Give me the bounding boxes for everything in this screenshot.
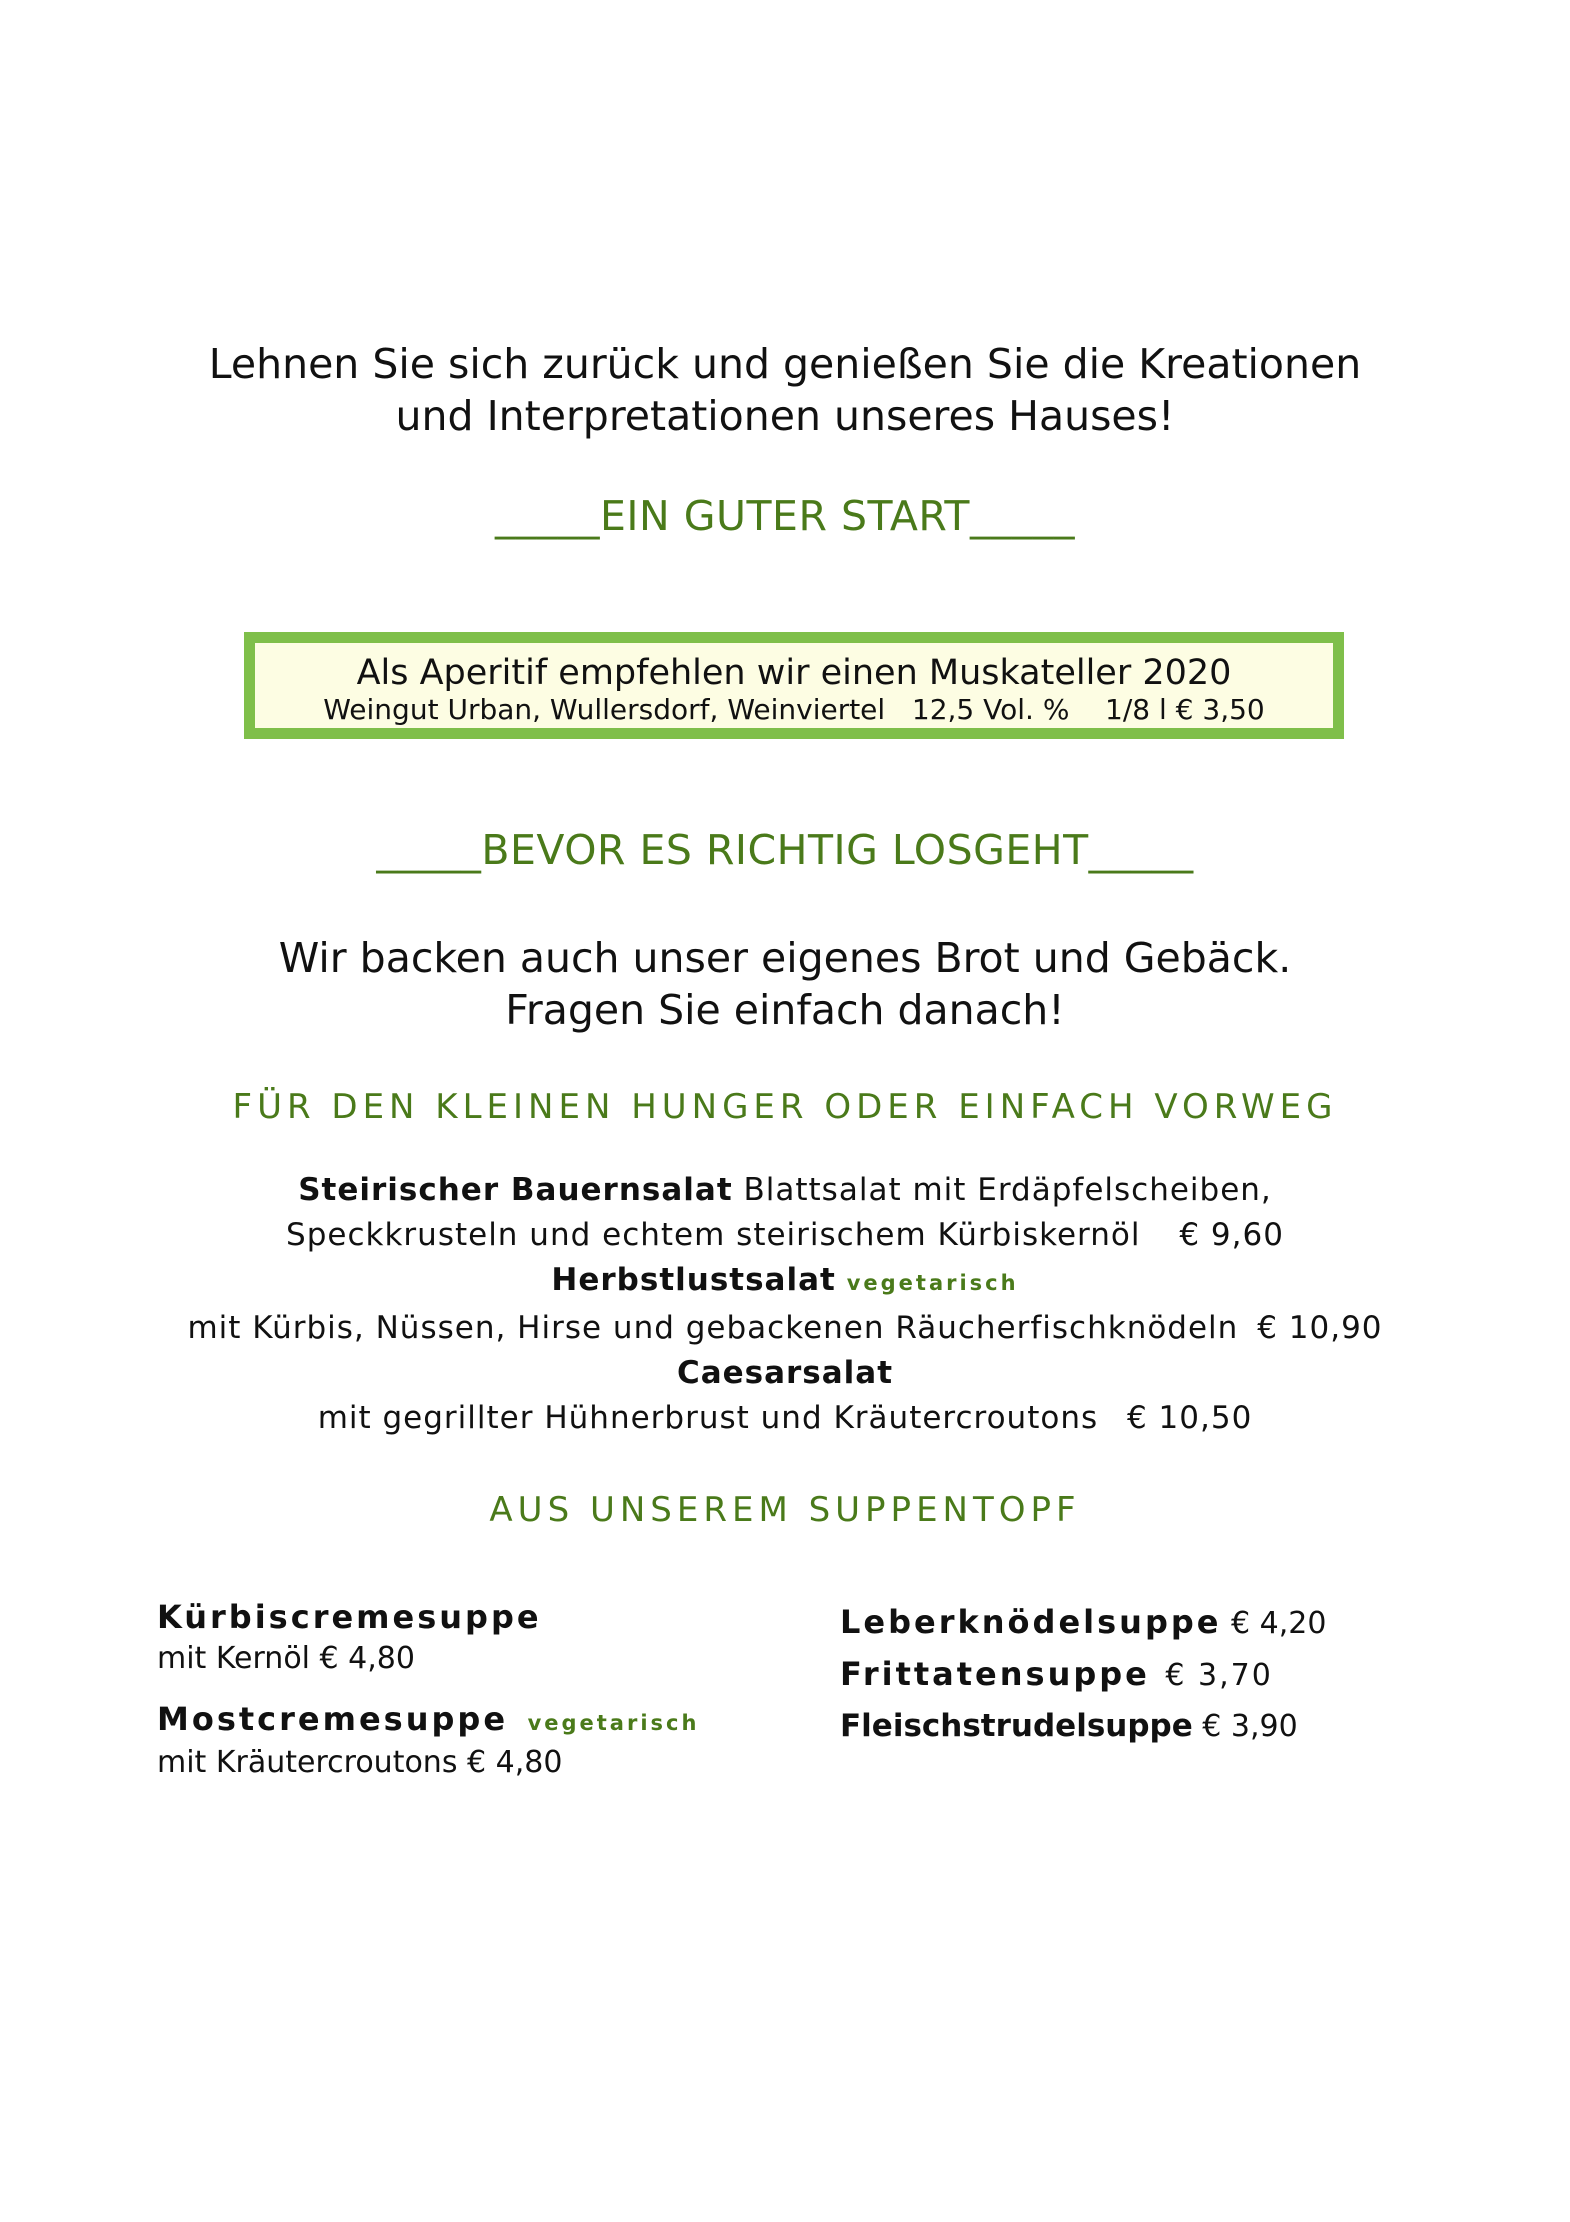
menu-item-fleischstrudelsuppe bbox=[840, 1701, 1326, 1752]
menu-item-kuerbiscremesuppe bbox=[157, 1597, 699, 1679]
menu-item-frittatensuppe bbox=[840, 1649, 1326, 1701]
menu-item-leberknoedelsuppe bbox=[840, 1597, 1326, 1649]
item-price: € 3,90 bbox=[1202, 1709, 1298, 1744]
aperitif-line-1: Als Aperitif empfehlen wir einen Muskateller 2020 bbox=[356, 653, 1232, 693]
item-desc: mit Kürbis, Nüssen, Hirse und gebackenen Räucherfischknödeln bbox=[187, 1310, 1239, 1346]
bread-line-1: Wir backen auch unser eigenes Brot und Gebäck. bbox=[278, 934, 1292, 982]
item-name: Mostcremesuppe bbox=[157, 1700, 509, 1738]
menu-item-bauernsalat bbox=[0, 1168, 1570, 1258]
item-name: Frittatensuppe bbox=[840, 1655, 1150, 1693]
item-desc: mit Kernöl € 4,80 bbox=[157, 1641, 415, 1676]
menu-item-mostcremesuppe bbox=[157, 1699, 699, 1783]
item-name: Leberknödelsuppe bbox=[840, 1603, 1222, 1641]
item-desc: Blattsalat mit Erdäpfelscheiben, bbox=[743, 1172, 1272, 1208]
soups-heading: AUS UNSEREM SUPPENTOPF bbox=[489, 1490, 1081, 1530]
intro-line-1: Lehnen Sie sich zurück und genießen Sie die Kreationen bbox=[208, 340, 1362, 388]
menu-item-caesarsalat bbox=[0, 1351, 1570, 1441]
item-name: Fleischstrudelsuppe bbox=[840, 1708, 1193, 1744]
item-name: Kürbiscremesuppe bbox=[157, 1598, 542, 1636]
vegetarian-tag: vegetarisch bbox=[527, 1711, 700, 1735]
item-desc: mit gegrillter Hühnerbrust und Kräutercroutons bbox=[317, 1400, 1099, 1436]
item-price: € 10,90 bbox=[1257, 1310, 1383, 1346]
item-name: Steirischer Bauernsalat bbox=[298, 1172, 733, 1208]
item-desc: mit Kräutercroutons € 4,80 bbox=[157, 1745, 563, 1780]
item-price: € 3,70 bbox=[1165, 1658, 1273, 1693]
section-heading-before: _____BEVOR ES RICHTIG LOSGEHT_____ bbox=[376, 826, 1194, 874]
menu-item-herbstlustsalat bbox=[0, 1258, 1570, 1351]
item-desc: Speckkrusteln und echtem steirischem Kürbiskernöl bbox=[286, 1217, 1141, 1253]
soups-right-column bbox=[840, 1597, 1326, 1752]
item-price: € 9,60 bbox=[1179, 1217, 1284, 1253]
item-name: Caesarsalat bbox=[676, 1355, 894, 1391]
soups-left-column bbox=[157, 1597, 699, 1783]
starters-heading: FÜR DEN KLEINEN HUNGER ODER EINFACH VORWEG bbox=[232, 1087, 1338, 1127]
item-price: € 4,20 bbox=[1231, 1606, 1327, 1641]
section-heading-start: _____EIN GUTER START_____ bbox=[495, 492, 1075, 540]
starters-list bbox=[0, 1168, 1570, 1441]
item-name: Herbstlustsalat bbox=[551, 1262, 836, 1298]
item-price: € 10,50 bbox=[1126, 1400, 1253, 1436]
intro-text bbox=[0, 338, 1570, 442]
bread-line-2: Fragen Sie einfach danach! bbox=[505, 986, 1065, 1034]
vegetarian-tag: vegetarisch bbox=[846, 1271, 1019, 1295]
aperitif-box bbox=[244, 632, 1344, 739]
bread-note bbox=[0, 932, 1570, 1036]
aperitif-line-2: Weingut Urban, Wullersdorf, Weinviertel 12,5 Vol. % 1/8 l € 3,50 bbox=[323, 693, 1265, 726]
intro-line-2: und Interpretationen unseres Hauses! bbox=[395, 392, 1175, 440]
